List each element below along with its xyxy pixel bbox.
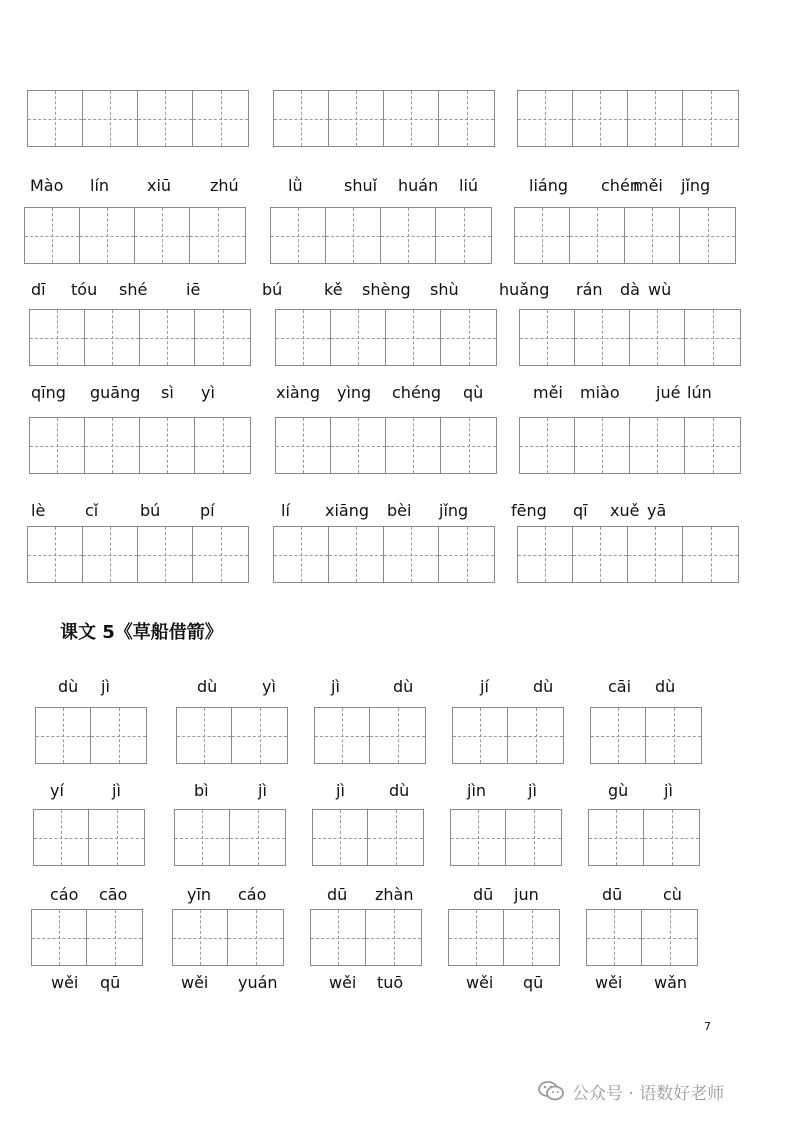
pinyin-label: dū [327, 885, 348, 904]
writing-cell[interactable] [518, 527, 573, 582]
tian-grid-2 [33, 809, 145, 866]
writing-cell[interactable] [439, 91, 494, 146]
tian-grid-2 [31, 909, 143, 966]
writing-cell[interactable] [32, 910, 87, 965]
pinyin-label: cáo [238, 885, 267, 904]
writing-cell[interactable] [441, 310, 496, 365]
pinyin-label: xuě [610, 501, 640, 520]
writing-cell[interactable] [190, 208, 245, 263]
section-title: 课文 5《草船借箭》 [60, 622, 223, 643]
pinyin-label: guāng [90, 383, 141, 402]
tian-grid-4 [27, 90, 249, 147]
tian-grid-4 [24, 207, 246, 264]
writing-cell[interactable] [683, 91, 738, 146]
writing-cell[interactable] [685, 310, 740, 365]
writing-cell[interactable] [135, 208, 190, 263]
writing-cell[interactable] [386, 310, 441, 365]
pinyin-label: lè [31, 501, 46, 520]
pinyin-label: dù [533, 677, 554, 696]
pinyin-label: dù [393, 677, 414, 696]
writing-cell[interactable] [91, 708, 146, 763]
pinyin-label: yīn [187, 885, 212, 904]
writing-cell[interactable] [575, 418, 630, 473]
pinyin-label: jǐng [681, 176, 711, 195]
writing-cell[interactable] [642, 910, 697, 965]
pinyin-label: qū [523, 973, 544, 992]
writing-cell[interactable] [644, 810, 699, 865]
writing-cell[interactable] [175, 810, 230, 865]
writing-cell[interactable] [386, 418, 441, 473]
writing-cell[interactable] [520, 418, 575, 473]
writing-cell[interactable] [232, 708, 287, 763]
tian-grid-2 [450, 809, 562, 866]
pinyin-label: rán [576, 280, 603, 299]
pinyin-label: chén [601, 176, 640, 195]
tian-grid-4 [273, 526, 495, 583]
pinyin-label: fēng [511, 501, 547, 520]
writing-cell[interactable] [313, 810, 368, 865]
writing-cell[interactable] [315, 708, 370, 763]
writing-cell[interactable] [451, 810, 506, 865]
pinyin-label: bì [194, 781, 209, 800]
pinyin-label: qī [573, 501, 588, 520]
writing-cell[interactable] [30, 418, 85, 473]
pinyin-label: jì [528, 781, 537, 800]
pinyin-label: jì [336, 781, 345, 800]
pinyin-label: xiū [147, 176, 172, 195]
writing-cell[interactable] [177, 708, 232, 763]
pinyin-label: dù [655, 677, 676, 696]
writing-cell[interactable] [366, 910, 421, 965]
pinyin-label: wǎn [654, 973, 688, 992]
pinyin-label: liú [459, 176, 479, 195]
writing-cell[interactable] [25, 208, 80, 263]
writing-cell[interactable] [587, 910, 642, 965]
pinyin-label: shuǐ [344, 176, 378, 195]
pinyin-label: lún [687, 383, 712, 402]
writing-cell[interactable] [28, 527, 83, 582]
tian-grid-4 [29, 417, 251, 474]
pinyin-label: jì [258, 781, 267, 800]
pinyin-label: yì [201, 383, 215, 402]
pinyin-label: dù [58, 677, 79, 696]
pinyin-label: shé [119, 280, 148, 299]
writing-cell[interactable] [628, 91, 683, 146]
writing-cell[interactable] [274, 527, 329, 582]
writing-cell[interactable] [628, 527, 683, 582]
writing-cell[interactable] [384, 527, 439, 582]
tian-grid-2 [586, 909, 698, 966]
writing-cell[interactable] [193, 527, 248, 582]
pinyin-label: jìn [467, 781, 487, 800]
pinyin-label: cù [663, 885, 682, 904]
tian-grid-4 [270, 207, 492, 264]
pinyin-label: bú [140, 501, 161, 520]
pinyin-label: cāo [99, 885, 128, 904]
writing-cell[interactable] [228, 910, 283, 965]
writing-cell[interactable] [329, 91, 384, 146]
writing-cell[interactable] [573, 527, 628, 582]
writing-cell[interactable] [326, 208, 381, 263]
writing-cell[interactable] [504, 910, 559, 965]
pinyin-label: dà [620, 280, 640, 299]
tian-grid-4 [29, 309, 251, 366]
writing-cell[interactable] [331, 418, 386, 473]
pinyin-label: wěi [466, 973, 494, 992]
writing-cell[interactable] [630, 310, 685, 365]
pinyin-label: měi [633, 176, 663, 195]
writing-cell[interactable] [276, 418, 331, 473]
writing-cell[interactable] [630, 418, 685, 473]
pinyin-label: zhàn [375, 885, 414, 904]
pinyin-label: jǐng [439, 501, 469, 520]
tian-grid-4 [275, 417, 497, 474]
writing-cell[interactable] [368, 810, 423, 865]
writing-cell[interactable] [87, 910, 142, 965]
pinyin-label: liáng [529, 176, 568, 195]
tian-grid-4 [517, 526, 739, 583]
pinyin-label: shù [430, 280, 459, 299]
writing-cell[interactable] [441, 418, 496, 473]
writing-cell[interactable] [36, 708, 91, 763]
tian-grid-2 [174, 809, 286, 866]
wechat-icon [538, 1081, 564, 1101]
pinyin-label: yuán [238, 973, 278, 992]
pinyin-label: cāi [608, 677, 632, 696]
pinyin-label: tóu [71, 280, 98, 299]
writing-cell[interactable] [625, 208, 680, 263]
writing-cell[interactable] [591, 708, 646, 763]
pinyin-label: huǎng [499, 280, 550, 299]
tian-grid-4 [514, 207, 736, 264]
writing-cell[interactable] [311, 910, 366, 965]
pinyin-label: yì [262, 677, 276, 696]
tian-grid-2 [448, 909, 560, 966]
writing-cell[interactable] [85, 418, 140, 473]
tian-grid-4 [27, 526, 249, 583]
tian-grid-4 [519, 417, 741, 474]
writing-cell[interactable] [384, 91, 439, 146]
writing-cell[interactable] [195, 418, 250, 473]
writing-cell[interactable] [508, 708, 563, 763]
writing-cell[interactable] [195, 310, 250, 365]
pinyin-label: jun [514, 885, 539, 904]
pinyin-label: měi [533, 383, 563, 402]
pinyin-label: jí [480, 677, 489, 696]
pinyin-label: qīng [31, 383, 66, 402]
page-number: 7 [704, 1020, 711, 1033]
pinyin-label: qù [463, 383, 484, 402]
watermark [538, 1076, 724, 1106]
writing-cell[interactable] [331, 310, 386, 365]
writing-cell[interactable] [520, 310, 575, 365]
writing-cell[interactable] [276, 310, 331, 365]
pinyin-label: lí [281, 501, 290, 520]
writing-cell[interactable] [30, 310, 85, 365]
pinyin-label: cǐ [85, 501, 99, 520]
writing-cell[interactable] [140, 310, 195, 365]
tian-grid-2 [310, 909, 422, 966]
writing-cell[interactable] [83, 527, 138, 582]
writing-cell[interactable] [271, 208, 326, 263]
writing-cell[interactable] [683, 527, 738, 582]
writing-cell[interactable] [85, 310, 140, 365]
tian-grid-2 [176, 707, 288, 764]
tian-grid-2 [312, 809, 424, 866]
writing-cell[interactable] [589, 810, 644, 865]
pinyin-label: jì [112, 781, 121, 800]
writing-cell[interactable] [80, 208, 135, 263]
pinyin-label: yí [50, 781, 64, 800]
writing-cell[interactable] [575, 310, 630, 365]
tian-grid-2 [588, 809, 700, 866]
pinyin-label: huán [398, 176, 439, 195]
pinyin-label: dù [389, 781, 410, 800]
writing-cell[interactable] [381, 208, 436, 263]
writing-cell[interactable] [28, 91, 83, 146]
pinyin-label: dù [197, 677, 218, 696]
pinyin-label: dū [473, 885, 494, 904]
writing-cell[interactable] [89, 810, 144, 865]
writing-cell[interactable] [140, 418, 195, 473]
pinyin-label: yìng [337, 383, 372, 402]
pinyin-label: Mào [30, 176, 64, 195]
tian-grid-2 [35, 707, 147, 764]
writing-cell[interactable] [436, 208, 491, 263]
tian-grid-4 [275, 309, 497, 366]
writing-cell[interactable] [646, 708, 701, 763]
pinyin-label: dī [31, 280, 46, 299]
writing-cell[interactable] [370, 708, 425, 763]
pinyin-label: lǜ [288, 176, 303, 195]
tian-grid-2 [172, 909, 284, 966]
writing-cell[interactable] [34, 810, 89, 865]
pinyin-label: qū [100, 973, 121, 992]
pinyin-label: pí [200, 501, 215, 520]
writing-cell[interactable] [506, 810, 561, 865]
tian-grid-4 [517, 90, 739, 147]
pinyin-label: xiàng [276, 383, 321, 402]
writing-cell[interactable] [173, 910, 228, 965]
writing-cell[interactable] [329, 527, 384, 582]
pinyin-label: yā [647, 501, 667, 520]
writing-cell[interactable] [193, 91, 248, 146]
pinyin-label: miào [580, 383, 620, 402]
pinyin-label: cáo [50, 885, 79, 904]
pinyin-label: dū [602, 885, 623, 904]
watermark-text: 公众号 · 语数好老师 [572, 1083, 725, 1104]
tian-grid-4 [273, 90, 495, 147]
pinyin-label: jì [331, 677, 340, 696]
pinyin-label: tuō [377, 973, 404, 992]
pinyin-label: wěi [329, 973, 357, 992]
tian-grid-2 [452, 707, 564, 764]
writing-cell[interactable] [453, 708, 508, 763]
writing-cell[interactable] [570, 208, 625, 263]
writing-cell[interactable] [230, 810, 285, 865]
pinyin-label: zhú [210, 176, 239, 195]
pinyin-label: chéng [392, 383, 442, 402]
writing-cell[interactable] [138, 527, 193, 582]
pinyin-label: xiāng [325, 501, 370, 520]
writing-cell[interactable] [573, 91, 628, 146]
pinyin-label: gù [608, 781, 629, 800]
writing-cell[interactable] [439, 527, 494, 582]
pinyin-label: wěi [595, 973, 623, 992]
pinyin-label: shèng [362, 280, 411, 299]
tian-grid-2 [590, 707, 702, 764]
pinyin-label: lín [90, 176, 110, 195]
pinyin-label: wù [648, 280, 672, 299]
pinyin-label: bèi [387, 501, 412, 520]
pinyin-label: iē [186, 280, 201, 299]
writing-cell[interactable] [680, 208, 735, 263]
tian-grid-4 [519, 309, 741, 366]
writing-cell[interactable] [138, 91, 193, 146]
pinyin-label: wěi [51, 973, 79, 992]
pinyin-label: jué [656, 383, 681, 402]
pinyin-label: jì [101, 677, 110, 696]
pinyin-label: sì [161, 383, 174, 402]
writing-cell[interactable] [83, 91, 138, 146]
writing-cell[interactable] [274, 91, 329, 146]
writing-cell[interactable] [685, 418, 740, 473]
tian-grid-2 [314, 707, 426, 764]
writing-cell[interactable] [518, 91, 573, 146]
writing-cell[interactable] [515, 208, 570, 263]
pinyin-label: jì [664, 781, 673, 800]
pinyin-label: kě [324, 280, 343, 299]
writing-cell[interactable] [449, 910, 504, 965]
pinyin-label: bú [262, 280, 283, 299]
pinyin-label: wěi [181, 973, 209, 992]
